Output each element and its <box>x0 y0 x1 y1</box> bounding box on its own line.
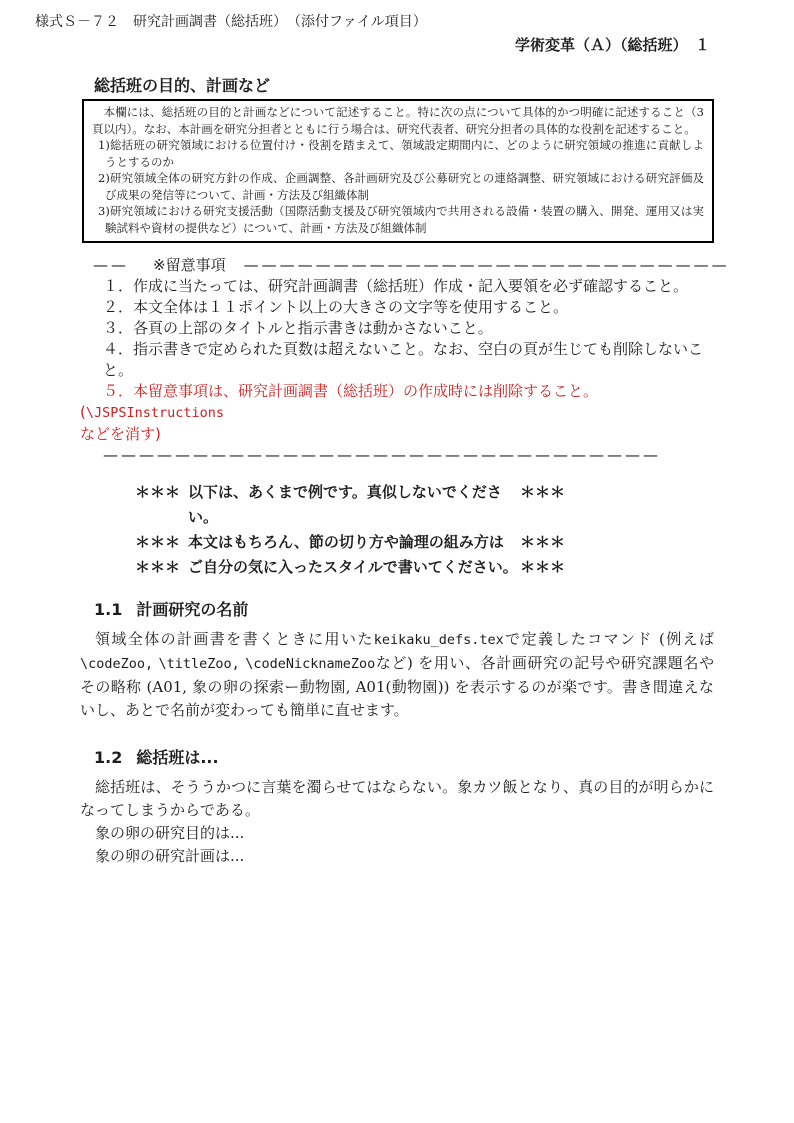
dash-rule: ——————————————————————————————— <box>103 446 661 464</box>
example-text: 以下は、あくまで例です。真似しないでください。 <box>188 483 502 526</box>
section-number: 1.2 <box>94 748 123 767</box>
section-1-2-heading <box>94 748 714 768</box>
notes-opening-line <box>93 255 730 276</box>
body-text: など) を用い、各計画研究の記号や研究課題名やその略称 (A01, 象の卵の探索ー動物園, A01(動物園)) を表示するのが楽です。書き間違えないし、あとで名前が変わっても簡単に直せます。 <box>80 654 714 719</box>
section-number: 1.1 <box>94 600 123 619</box>
example-text: 本文はもちろん、節の切り方や論理の組み方は <box>188 533 504 551</box>
section-1-2-line: 象の卵の研究目的は... <box>95 824 245 842</box>
example-line <box>135 480 714 530</box>
form-number-header: 様式Ｓ－７２ 研究計画調書（総括班） （添付ファイル項目） <box>35 14 427 30</box>
section-title: 総括班の目的、計画など <box>94 76 271 95</box>
example-disclaimer-block <box>135 480 714 580</box>
note-item-red-continuation: などを消す) <box>80 425 161 443</box>
latex-command: \JSPSInstructions <box>85 405 225 421</box>
section-1-1-heading <box>94 600 714 620</box>
section-1-2-paragraph: 総括班は、そううかつに言葉を濁らせてはならない。象カツ飯となり、真の目的が明らかになってしまうからである。 <box>80 778 714 819</box>
stars-left: ＊＊＊ <box>135 483 181 501</box>
example-line <box>135 555 714 580</box>
instruction-box-item: 1)総括班の研究領域における位置付け・役割を踏まえて、領域設定期間内に、どのように研究領域の推進に貢献しようとするのか <box>98 138 704 169</box>
note-item-red-text: ５．本留意事項は、研究計画調書（総括班）の作成時には削除すること。( <box>80 382 599 421</box>
notes-block <box>80 255 730 466</box>
body-text: で定義したコマンド (例えば <box>503 630 714 648</box>
stars-left: ＊＊＊ <box>135 558 181 576</box>
stars-left: ＊＊＊ <box>135 533 181 551</box>
page-label-header: 学術変革（Ａ）（総括班） １ <box>514 36 710 54</box>
latex-command: \titleZoo, <box>158 656 240 672</box>
section-1-1-paragraph <box>80 628 714 722</box>
note-item: ２．本文全体は１１ポイント以上の大きさの文字等を使用すること。 <box>103 298 569 316</box>
note-item: １．作成に当たっては、研究計画調書（総括班）作成・記入要領を必ず確認すること。 <box>103 277 689 295</box>
body-text: 領域全体の計画書を書くときに用いた <box>95 630 374 648</box>
example-line <box>135 530 714 555</box>
stars-right: ＊＊＊ <box>520 558 566 576</box>
instruction-box-intro: 本欄には、総括班の目的と計画などについて記述すること。特に次の点について具体的かつ明確に記述すること（3頁以内）。なお、本計画を研究分担者とともに行う場合は、研究代表者、研究分担者の具体的な役割を記述すること。 <box>92 105 704 136</box>
instruction-box-item: 3)研究領域における研究支援活動（国際活動支援及び研究領域内で共用される設備・装置の購入、開発、運用又は実験試料や資材の提供など）について、計画・方法及び組織体制 <box>98 204 704 235</box>
instruction-box-item: 2)研究領域全体の研究方針の作成、企画調整、各計画研究及び公募研究との連絡調整、研究領域における研究評価及び成果の発信等について、計画・方法及び組織体制 <box>98 171 704 202</box>
latex-command: \codeNicknameZoo <box>245 656 376 672</box>
note-item: ４．指示書きで定められた頁数は超えないこと。なお、空白の頁が生じても削除しないこと。 <box>103 340 704 379</box>
content-column <box>80 0 730 868</box>
stars-right: ＊＊＊ <box>520 483 566 501</box>
notes-label: ※留意事項 <box>153 256 226 274</box>
section-heading-text: 総括班は... <box>136 748 219 767</box>
dash-rule: —— <box>93 256 129 274</box>
section-heading-text: 計画研究の名前 <box>136 600 249 619</box>
section-1-2-line: 象の卵の研究計画は... <box>95 847 245 865</box>
dash-rule: ——————————————————————————— <box>243 256 730 274</box>
notes-closing-line <box>103 445 714 466</box>
note-item-red <box>80 381 714 445</box>
example-text: ご自分の気に入ったスタイルで書いてください。 <box>188 558 518 576</box>
note-item: ３．各頁の上部のタイトルと指示書きは動かさないこと。 <box>103 319 493 337</box>
stars-right: ＊＊＊ <box>520 533 566 551</box>
latex-command: \codeZoo, <box>80 656 154 672</box>
instruction-box <box>82 99 714 243</box>
latex-filename: keikaku_defs.tex <box>373 632 504 648</box>
